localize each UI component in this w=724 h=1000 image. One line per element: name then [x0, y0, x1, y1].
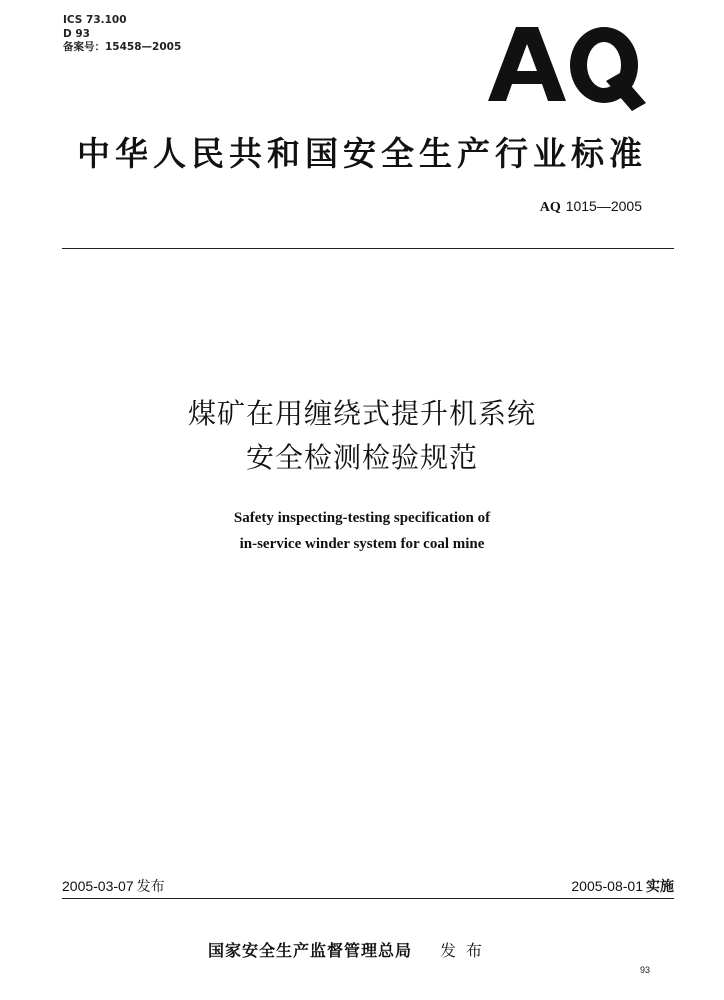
- effective-date-label: 实施: [646, 879, 674, 895]
- issue-date: [62, 876, 165, 896]
- bottom-divider: [62, 898, 674, 899]
- aq-logo-letter-a: [488, 27, 566, 101]
- title-en-line-2: in-service winder system for coal mine: [239, 536, 485, 552]
- ics-code: ICS 73.100: [63, 14, 127, 26]
- effective-date-value: 2005-08-01: [571, 878, 643, 894]
- issue-date-label: 发布: [136, 879, 165, 895]
- aq-logo-letter-q: [570, 27, 646, 111]
- standard-prefix: AQ: [539, 200, 561, 215]
- title-cn-line-1: 煤矿在用缠绕式提升机系统: [187, 397, 536, 430]
- issue-date-value: 2005-03-07: [62, 878, 134, 894]
- aq-logo: [486, 15, 646, 115]
- title-cn-line-2: 安全检测检验规范: [245, 441, 478, 474]
- aq-logo-graphic: [486, 15, 646, 115]
- document-title-english: [0, 505, 724, 557]
- publisher-name: 国家安全生产监督管理总局: [208, 941, 413, 960]
- document-title-chinese: [0, 392, 724, 480]
- page-number: 93: [640, 965, 651, 975]
- filing-number: 备案号：15458—2005: [63, 41, 182, 53]
- publisher-action: 发布: [440, 941, 493, 960]
- top-divider: [62, 248, 674, 249]
- title-en-line-1: Safety inspecting-testing specification of: [233, 510, 491, 526]
- effective-date: [571, 876, 674, 896]
- ccs-code: D 93: [63, 27, 90, 40]
- classification-codes: [63, 14, 181, 55]
- standard-category-heading: 中华人民共和国安全生产行业标准: [77, 134, 647, 173]
- publisher-line: [208, 938, 492, 961]
- standard-number: [540, 198, 642, 216]
- standard-code: 1015—2005: [565, 198, 642, 214]
